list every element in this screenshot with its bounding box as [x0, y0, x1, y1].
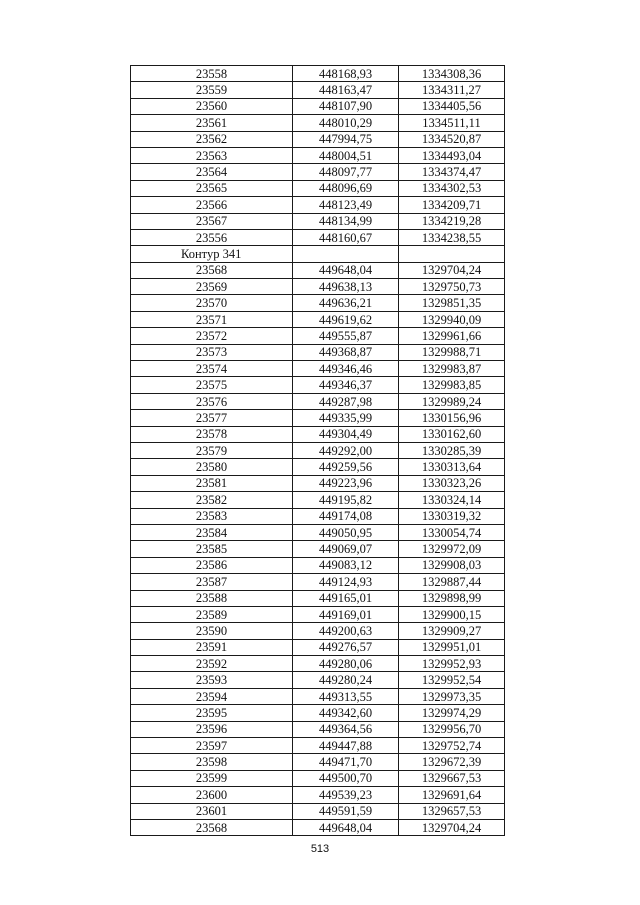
x-coordinate-cell: 449280,06: [293, 656, 399, 672]
x-coordinate-cell: 449346,37: [293, 377, 399, 393]
x-coordinate-cell: 449259,56: [293, 459, 399, 475]
x-coordinate-cell: 449069,07: [293, 541, 399, 557]
y-coordinate-cell: 1329898,99: [399, 590, 505, 606]
table-row: [131, 459, 505, 475]
x-coordinate-cell: 448160,67: [293, 229, 399, 245]
x-coordinate-cell: 449346,46: [293, 361, 399, 377]
y-coordinate-cell: 1334302,53: [399, 180, 505, 196]
y-coordinate-cell: 1330285,39: [399, 442, 505, 458]
y-coordinate-cell: 1334209,71: [399, 197, 505, 213]
table-row: [131, 66, 505, 82]
x-coordinate-cell: 449223,96: [293, 475, 399, 491]
table-row: [131, 623, 505, 639]
x-coordinate-cell: 449304,49: [293, 426, 399, 442]
x-coordinate-cell: 447994,75: [293, 131, 399, 147]
x-coordinate-cell: 448168,93: [293, 66, 399, 82]
y-coordinate-cell: 1330313,64: [399, 459, 505, 475]
table-row: [131, 361, 505, 377]
table-row: [131, 639, 505, 655]
x-coordinate-cell: 449280,24: [293, 672, 399, 688]
table-row: [131, 442, 505, 458]
point-number-cell: 23589: [131, 606, 293, 622]
point-number-cell: 23566: [131, 197, 293, 213]
point-number-cell: 23562: [131, 131, 293, 147]
coordinates-table: [130, 65, 505, 836]
point-number-cell: 23581: [131, 475, 293, 491]
coordinates-table-body: [131, 66, 505, 836]
point-number-cell: 23556: [131, 229, 293, 245]
y-coordinate-cell: 1330323,26: [399, 475, 505, 491]
x-coordinate-cell: 448096,69: [293, 180, 399, 196]
point-number-cell: 23559: [131, 82, 293, 98]
y-coordinate-cell: 1329851,35: [399, 295, 505, 311]
y-coordinate-cell: 1329973,35: [399, 688, 505, 704]
point-number-cell: 23594: [131, 688, 293, 704]
point-number-cell: 23578: [131, 426, 293, 442]
table-row: [131, 721, 505, 737]
y-coordinate-cell: 1329983,87: [399, 361, 505, 377]
x-coordinate-cell: 449276,57: [293, 639, 399, 655]
x-coordinate-cell: 448163,47: [293, 82, 399, 98]
table-row: [131, 738, 505, 754]
x-coordinate-cell: 448107,90: [293, 98, 399, 114]
x-coordinate-cell: 449287,98: [293, 393, 399, 409]
y-coordinate-cell: 1330162,60: [399, 426, 505, 442]
x-coordinate-cell: 449124,93: [293, 574, 399, 590]
point-number-cell: 23572: [131, 328, 293, 344]
y-coordinate-cell: 1329672,39: [399, 754, 505, 770]
y-coordinate-cell: 1329887,44: [399, 574, 505, 590]
y-coordinate-cell: 1329704,24: [399, 262, 505, 278]
y-coordinate-cell: 1334374,47: [399, 164, 505, 180]
table-row: [131, 492, 505, 508]
page-number: 513: [310, 843, 330, 855]
x-coordinate-cell: 449555,87: [293, 328, 399, 344]
point-number-cell: 23601: [131, 803, 293, 819]
point-number-cell: 23564: [131, 164, 293, 180]
y-coordinate-cell: 1329972,09: [399, 541, 505, 557]
y-coordinate-cell: 1329989,24: [399, 393, 505, 409]
y-coordinate-cell: 1329956,70: [399, 721, 505, 737]
point-number-cell: 23582: [131, 492, 293, 508]
point-number-cell: 23596: [131, 721, 293, 737]
point-number-cell: 23571: [131, 311, 293, 327]
table-row: [131, 229, 505, 245]
point-number-cell: 23565: [131, 180, 293, 196]
point-number-cell: 23591: [131, 639, 293, 655]
x-coordinate-cell: 449292,00: [293, 442, 399, 458]
x-coordinate-cell: 448097,77: [293, 164, 399, 180]
table-row: [131, 279, 505, 295]
point-number-cell: 23563: [131, 147, 293, 163]
point-number-cell: 23561: [131, 115, 293, 131]
y-coordinate-cell: 1329961,66: [399, 328, 505, 344]
y-coordinate-cell: 1330324,14: [399, 492, 505, 508]
table-row: [131, 164, 505, 180]
table-row: [131, 656, 505, 672]
point-number-cell: 23587: [131, 574, 293, 590]
y-coordinate-cell: 1329974,29: [399, 705, 505, 721]
y-coordinate-cell: 1329952,54: [399, 672, 505, 688]
point-number-cell: 23567: [131, 213, 293, 229]
point-number-cell: 23599: [131, 770, 293, 786]
table-row: [131, 754, 505, 770]
table-row: [131, 410, 505, 426]
x-coordinate-cell: 449591,59: [293, 803, 399, 819]
x-coordinate-cell: 449638,13: [293, 279, 399, 295]
point-number-cell: 23590: [131, 623, 293, 639]
point-number-cell: 23560: [131, 98, 293, 114]
point-number-cell: 23573: [131, 344, 293, 360]
y-coordinate-cell: 1334511,11: [399, 115, 505, 131]
x-coordinate-cell: 449539,23: [293, 787, 399, 803]
y-coordinate-cell: 1334520,87: [399, 131, 505, 147]
x-coordinate-cell: 449648,04: [293, 262, 399, 278]
y-coordinate-cell: 1329657,53: [399, 803, 505, 819]
table-row: [131, 819, 505, 835]
x-coordinate-cell: 449083,12: [293, 557, 399, 573]
x-coordinate-cell: 448010,29: [293, 115, 399, 131]
y-coordinate-cell: 1334219,28: [399, 213, 505, 229]
point-number-cell: 23577: [131, 410, 293, 426]
x-coordinate-cell: 448004,51: [293, 147, 399, 163]
table-row: [131, 115, 505, 131]
point-number-cell: 23597: [131, 738, 293, 754]
point-number-cell: 23570: [131, 295, 293, 311]
empty-cell: [399, 246, 505, 262]
y-coordinate-cell: 1334493,04: [399, 147, 505, 163]
x-coordinate-cell: 449313,55: [293, 688, 399, 704]
point-number-cell: 23600: [131, 787, 293, 803]
y-coordinate-cell: 1329752,74: [399, 738, 505, 754]
y-coordinate-cell: 1330054,74: [399, 524, 505, 540]
x-coordinate-cell: 449636,21: [293, 295, 399, 311]
x-coordinate-cell: 449195,82: [293, 492, 399, 508]
table-row: [131, 475, 505, 491]
point-number-cell: 23588: [131, 590, 293, 606]
table-row: [131, 524, 505, 540]
table-row: [131, 295, 505, 311]
y-coordinate-cell: 1329900,15: [399, 606, 505, 622]
x-coordinate-cell: 449342,60: [293, 705, 399, 721]
point-number-cell: 23583: [131, 508, 293, 524]
table-row: [131, 426, 505, 442]
table-row: [131, 590, 505, 606]
table-row: [131, 131, 505, 147]
point-number-cell: 23575: [131, 377, 293, 393]
point-number-cell: 23558: [131, 66, 293, 82]
empty-cell: [293, 246, 399, 262]
table-row: [131, 377, 505, 393]
point-number-cell: 23576: [131, 393, 293, 409]
table-row: [131, 213, 505, 229]
table-row: [131, 344, 505, 360]
table-row: [131, 541, 505, 557]
y-coordinate-cell: 1334238,55: [399, 229, 505, 245]
x-coordinate-cell: 449050,95: [293, 524, 399, 540]
table-row: [131, 82, 505, 98]
table-row: [131, 688, 505, 704]
point-number-cell: 23585: [131, 541, 293, 557]
table-row: [131, 787, 505, 803]
x-coordinate-cell: 449364,56: [293, 721, 399, 737]
point-number-cell: 23598: [131, 754, 293, 770]
y-coordinate-cell: 1329704,24: [399, 819, 505, 835]
table-row: [131, 311, 505, 327]
y-coordinate-cell: 1329988,71: [399, 344, 505, 360]
point-number-cell: 23586: [131, 557, 293, 573]
x-coordinate-cell: 449471,70: [293, 754, 399, 770]
x-coordinate-cell: 449335,99: [293, 410, 399, 426]
point-number-cell: 23592: [131, 656, 293, 672]
table-row: [131, 770, 505, 786]
x-coordinate-cell: 449368,87: [293, 344, 399, 360]
y-coordinate-cell: 1334308,36: [399, 66, 505, 82]
point-number-cell: 23580: [131, 459, 293, 475]
x-coordinate-cell: 449648,04: [293, 819, 399, 835]
table-row: [131, 705, 505, 721]
y-coordinate-cell: 1329908,03: [399, 557, 505, 573]
x-coordinate-cell: 449447,88: [293, 738, 399, 754]
y-coordinate-cell: 1334311,27: [399, 82, 505, 98]
x-coordinate-cell: 449619,62: [293, 311, 399, 327]
table-row: [131, 328, 505, 344]
table-row: [131, 393, 505, 409]
x-coordinate-cell: 449500,70: [293, 770, 399, 786]
x-coordinate-cell: 449165,01: [293, 590, 399, 606]
point-number-cell: 23593: [131, 672, 293, 688]
y-coordinate-cell: 1329691,64: [399, 787, 505, 803]
point-number-cell: 23568: [131, 819, 293, 835]
table-row: [131, 180, 505, 196]
y-coordinate-cell: 1329667,53: [399, 770, 505, 786]
y-coordinate-cell: 1334405,56: [399, 98, 505, 114]
y-coordinate-cell: 1329951,01: [399, 639, 505, 655]
table-row: [131, 147, 505, 163]
table-row: [131, 672, 505, 688]
table-row: [131, 98, 505, 114]
x-coordinate-cell: 449200,63: [293, 623, 399, 639]
table-row: [131, 508, 505, 524]
x-coordinate-cell: 448134,99: [293, 213, 399, 229]
point-number-cell: 23574: [131, 361, 293, 377]
y-coordinate-cell: 1329750,73: [399, 279, 505, 295]
table-row: [131, 262, 505, 278]
table-row: [131, 606, 505, 622]
y-coordinate-cell: 1329983,85: [399, 377, 505, 393]
table-row: [131, 557, 505, 573]
y-coordinate-cell: 1329909,27: [399, 623, 505, 639]
table-row: [131, 803, 505, 819]
contour-header-row: [131, 246, 505, 262]
point-number-cell: 23569: [131, 279, 293, 295]
contour-title: Контур 341: [131, 246, 293, 262]
y-coordinate-cell: 1329952,93: [399, 656, 505, 672]
y-coordinate-cell: 1330156,96: [399, 410, 505, 426]
point-number-cell: 23579: [131, 442, 293, 458]
point-number-cell: 23595: [131, 705, 293, 721]
y-coordinate-cell: 1329940,09: [399, 311, 505, 327]
y-coordinate-cell: 1330319,32: [399, 508, 505, 524]
point-number-cell: 23568: [131, 262, 293, 278]
x-coordinate-cell: 448123,49: [293, 197, 399, 213]
table-row: [131, 574, 505, 590]
x-coordinate-cell: 449174,08: [293, 508, 399, 524]
point-number-cell: 23584: [131, 524, 293, 540]
table-row: [131, 197, 505, 213]
x-coordinate-cell: 449169,01: [293, 606, 399, 622]
